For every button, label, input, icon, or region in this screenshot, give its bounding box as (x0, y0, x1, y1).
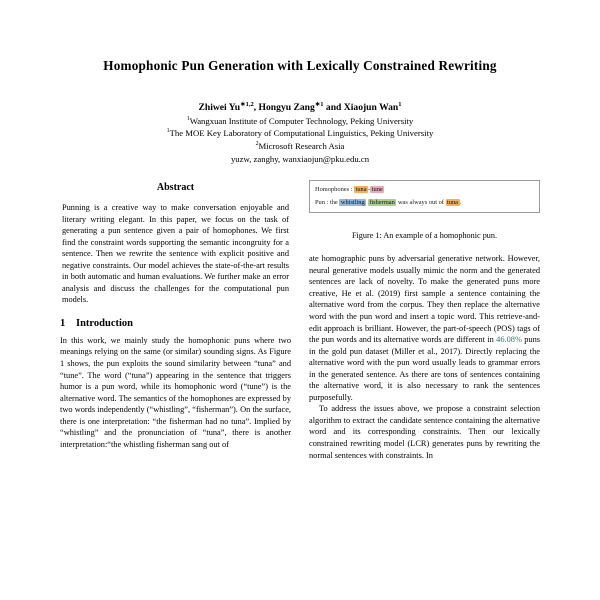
affiliation-1-text: Wangxuan Institute of Computer Technology, Peking University (189, 115, 414, 126)
section-heading-introduction (60, 318, 291, 329)
figure-pun-t2: was always out of (397, 198, 444, 206)
figure-homophones-line (315, 185, 534, 195)
figure-constraint-fisherman: fisherman (369, 198, 395, 206)
section-title: Introduction (76, 317, 133, 329)
abstract-heading: Abstract (156, 182, 195, 193)
author-1-name: Zhiwei Yu (198, 101, 241, 113)
figure-1 (309, 180, 540, 241)
affiliation-2-sup: 1 (166, 128, 170, 135)
right-paragraph-1-pre: ate homographic puns by adversarial generative network. However, neural generative models usually mimic the norm and the generated sentences are lack of novelty. To make the generated puns more creative, He et al. (2019) first sample a sentence containing the alternative word from the corpus. They then replace the alternative word with the pun word and insert a topic word. This retrieve-and-edit approach is brilliant. However, the part-of-speech (POS) tags of the pun words and its alternative words are different in (309, 254, 540, 345)
figure-1-caption: Figure 1: An example of a homophonic pun. (351, 231, 498, 241)
author-3-name: Xiaojun Wan (343, 101, 399, 113)
figure-homophones-label: Homophones : (315, 186, 353, 193)
affiliation-1 (0, 115, 600, 128)
figure-pun-word-inline: tuna (447, 198, 459, 206)
right-column (309, 180, 540, 600)
author-3-sup: 1 (398, 100, 402, 108)
abstract-body (60, 202, 291, 306)
figure-1-box (309, 180, 540, 213)
figure-pun-t1: the (329, 198, 338, 206)
author-1-sup: ∗1,2 (240, 100, 254, 108)
page-title: Homophonic Pun Generation with Lexically Constrained Rewriting (103, 58, 497, 73)
right-paragraph-2: To address the issues above, we propose a constraint selection algorithm to extract the candidate sentence containing the alternative word and its corresponding constraints. Then our lexically constrained rewriting model (LCR) generates puns by rewriting the normal sentences with constraints. In (309, 404, 540, 460)
figure-alt-word: tune (371, 186, 383, 193)
author-2-name: Hongyu Zang (258, 101, 315, 113)
contact-email[interactable]: yuzw, zanghy, wanxiaojun@pku.edu.cn (230, 153, 370, 164)
author-sep-2: and (323, 101, 344, 113)
author-list (0, 102, 600, 115)
figure-pun-word: tuna (355, 186, 367, 193)
figure-pun-end: . (459, 198, 462, 206)
affiliation-2 (0, 127, 600, 140)
affiliation-1-sup: 1 (186, 115, 190, 122)
right-paragraph-1-post: puns in the gold pun dataset (Miller et al., 2017). Directly replacing the alternative word with the pun word usually leads to grammar errors in the generated sentence. As there are tons of sentences containing the alternative word, it is also necessary to rank the sentences purposefully. (309, 335, 540, 402)
figure-constraint-whistling: whistling (340, 198, 365, 206)
figure-body-spacer (309, 241, 540, 253)
right-paragraph-1 (309, 253, 540, 403)
intro-paragraph-1: In this work, we mainly study the homophonic puns where two meanings relying on the same (or similar) sounding signs. As Figure 1 shows, the pun exploits the sound similarity between “tuna” and “tune”. The word (“tuna”) appearing in the sentence that triggers humor is a pun word, while its homophonic word (“tune”) is the alternative word. The semantics of the homophones are expressed by two words independently (“whistling”, “fisherman”). On the surface, there is one interpretation: “the fisherman had no tuna”. Implied by “whistling” and the pronunciation of “tuna”, there is another interpretation:“the whistling fisherman sang out of (60, 335, 291, 449)
author-sep-1: , (253, 101, 259, 113)
affiliation-3-text: Microsoft Research Asia (258, 141, 345, 151)
affiliation-3 (0, 140, 600, 153)
figure-pun-line (315, 198, 534, 208)
body-columns (0, 180, 600, 600)
abstract-text: Punning is a creative way to make conversation enjoyable and literary writing elegant. In this paper, we focus on the task of generating a pun sentence given a pair of homophones. We first find the constraint words supporting the semantic incongruity for a sentence. Then we rewrite the sentence with explicit positive and negative constraints. Our model achieves the state-of-the-art results in both automatic and human evaluations. We further make an error analysis and discuss the challenges for the computational pun models. (62, 203, 289, 305)
affiliation-2-text: The MOE Key Laboratory of Computational Linguistics, Peking University (169, 128, 434, 139)
section-number: 1 (60, 317, 66, 329)
pos-mismatch-stat: 46.08% (496, 335, 522, 345)
author-2-sup: ∗1 (314, 100, 324, 108)
left-column (60, 180, 291, 600)
affiliation-3-sup: 2 (255, 141, 259, 148)
title-block (0, 0, 600, 165)
figure-pun-label: Pun : (315, 198, 329, 206)
